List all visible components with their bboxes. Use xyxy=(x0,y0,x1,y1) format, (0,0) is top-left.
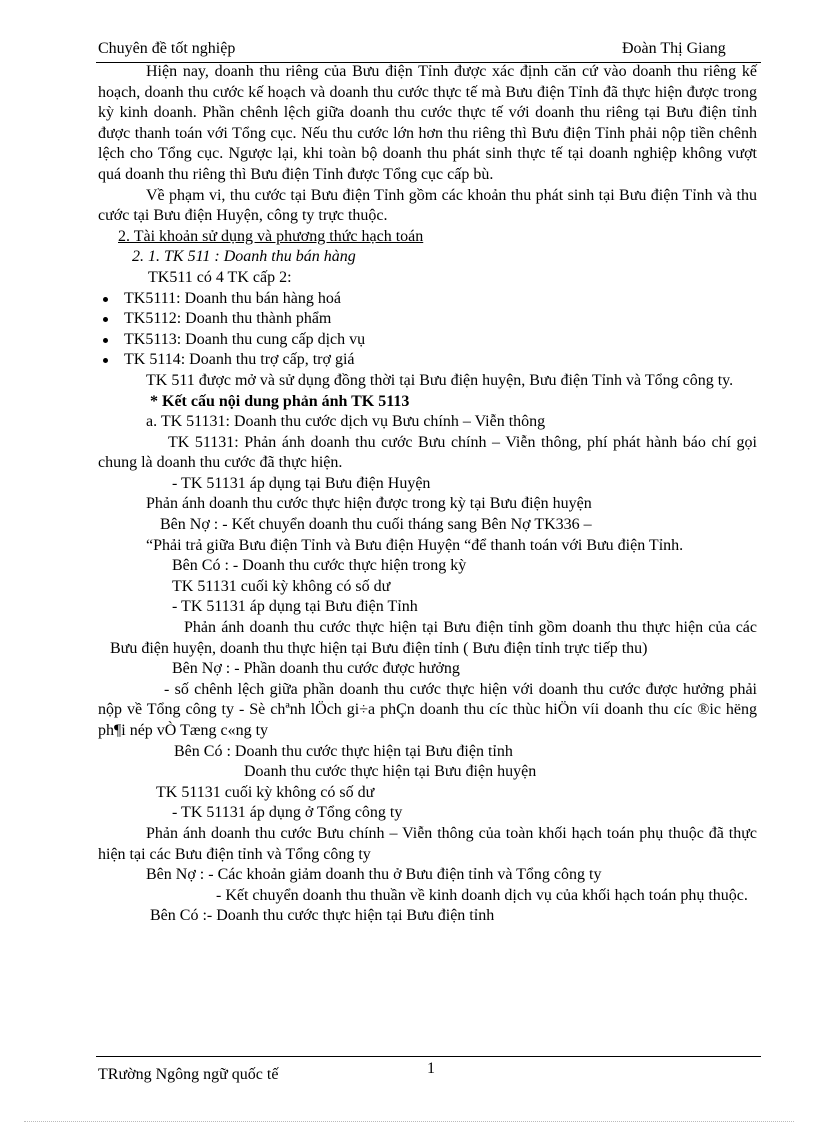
footer-rule xyxy=(96,1056,761,1057)
structure-heading: * Kết cấu nội dung phản ánh TK 5113 xyxy=(150,392,410,410)
bullet-icon xyxy=(103,317,108,322)
reflect-huyen: Phản ánh doanh thu cước thực hiện được trong kỳ tại Bưu điện huyện xyxy=(146,495,592,513)
applies-tinh: - TK 51131 áp dụng tại Bưu điện Tỉnh xyxy=(172,598,418,616)
list-item-text: TK5113: Doanh thu cung cấp dịch vụ xyxy=(124,330,366,348)
debit-side-2: Bên Nợ : - Phần doanh thu cước được hưởng xyxy=(172,660,460,678)
subsection-heading: 2. 1. TK 511 : Doanh thu bán hàng xyxy=(132,248,356,266)
debit-side-3: Bên Nợ : - Các khoản giảm doanh thu ở Bưu điện tỉnh và Tổng công ty xyxy=(146,866,602,884)
paragraph-payable: “Phải trả giữa Bưu điện Tỉnh và Bưu điện Huyện “để thanh toán với Bưu điện Tỉnh. xyxy=(146,536,684,554)
list-item xyxy=(0,350,757,371)
header-right: Đoàn Thị Giang xyxy=(622,40,726,57)
paragraph-scope: Về phạm vi, thu cước tại Bưu điện Tỉnh gồm các khoản thu phát sinh tại Bưu điện Tỉnh và thu cước tại Bưu điện Huyện, công ty trực thuộc. xyxy=(98,186,757,225)
tk511-intro: TK511 có 4 TK cấp 2: xyxy=(148,268,292,286)
bullet-icon xyxy=(103,338,108,343)
list-item-text: TK 5114: Doanh thu trợ cấp, trợ giá xyxy=(124,351,355,369)
list-item xyxy=(0,289,757,310)
credit-side-2-b: Doanh thu cước thực hiện tại Bưu điện huyện xyxy=(244,763,537,781)
credit-side-3: Bên Có :- Doanh thu cước thực hiện tại Bưu điện tỉnh xyxy=(150,907,495,925)
bullet-icon xyxy=(103,297,108,302)
item-a: a. TK 51131: Doanh thu cước dịch vụ Bưu chính – Viễn thông xyxy=(146,413,546,431)
applies-huyen: - TK 51131 áp dụng tại Bưu điện Huyện xyxy=(172,474,431,492)
footer-text: TRường Ngông ngữ quốc tế xyxy=(98,1066,279,1083)
paragraph-transfer: - Kết chuyển doanh thu thuần về kinh doanh dịch vụ của khối hạch toán phụ thuộc. xyxy=(216,886,748,904)
debit-side-1: Bên Nợ : - Kết chuyển doanh thu cuối tháng sang Bên Nợ TK336 – xyxy=(160,516,592,534)
tk511-list xyxy=(0,289,757,371)
header-left: Chuyên đề tốt nghiệp xyxy=(98,40,236,57)
page-number: 1 xyxy=(427,1060,435,1077)
paragraph-reflect-tinh: Phản ánh doanh thu cước thực hiện tại Bưu điện tỉnh gồm doanh thu thực hiện của các Bưu điện huyện, doanh thu thực hiện tại Bưu điện tỉnh ( Bưu điện tỉnh trực tiếp thu) xyxy=(110,619,757,657)
section-heading: 2. Tài khoản sử dụng và phương thức hạch toán xyxy=(118,227,424,245)
list-item xyxy=(0,330,757,351)
list-item-text: TK5111: Doanh thu bán hàng hoá xyxy=(124,289,341,307)
paragraph-reflect-tct: Phản ánh doanh thu cước Bưu chính – Viễn thông của toàn khối hạch toán phụ thuộc đã thực hiện tại các Bưu điện tỉnh và Tổng công ty xyxy=(98,824,757,863)
credit-side-2-a: Bên Có : Doanh thu cước thực hiện tại Bưu điện tỉnh xyxy=(174,742,513,760)
applies-tong-cong-ty: - TK 51131 áp dụng ở Tổng công ty xyxy=(172,804,403,822)
paragraph-difference: - số chênh lệch giữa phần doanh thu cước thực hiện với doanh thu cước được hưởng phải nộp về Tổng công ty - Sè chªnh lÖch gi÷a phÇn doanh thu cíc thùc hiÖn víi doanh thu cíc ®ic hëng ph¶i nép vÒ Tæng c«ng ty xyxy=(98,680,757,739)
page-edge-divider xyxy=(24,1121,794,1122)
paragraph-revenue: Hiện nay, doanh thu riêng của Bưu điện Tỉnh được xác định căn cứ vào doanh thu riêng kế hoạch, doanh thu cước kế hoạch và doanh thu cước thực tế mà Bưu điện Tỉnh đã thực hiện được trong kỳ kinh doanh. Phần chênh lệch giữa doanh thu cước thực tế với doanh thu riêng tại Bưu điện tỉnh được thanh toán với Tổng cục. Nếu thu cước lớn hơn thu riêng thì Bưu điện Tỉnh phải nộp tiền chênh lệch cho Tổng cục. Ngược lại, khi toàn bộ doanh thu phát sinh thực tế tại doanh nghiệp không vượt quá doanh thu riêng thì Bưu điện Tỉnh được Tổng cục cấp bù. xyxy=(98,63,757,183)
bullet-icon xyxy=(103,358,108,363)
paragraph-tk511-usage: TK 511 được mở và sử dụng đồng thời tại Bưu điện huyện, Bưu điện Tỉnh và Tổng công ty. xyxy=(146,371,734,389)
list-item xyxy=(0,309,757,330)
document-body xyxy=(98,62,757,927)
closing-balance-2: TK 51131 cuối kỳ không có số dư xyxy=(156,783,375,801)
credit-side-1: Bên Có : - Doanh thu cước thực hiện trong kỳ xyxy=(172,557,467,575)
list-item-text: TK5112: Doanh thu thành phẩm xyxy=(124,310,332,328)
paragraph-tk51131: TK 51131: Phản ánh doanh thu cước Bưu chính – Viễn thông, phí phát hành báo chí gọi chung là doanh thu cước đã thực hiện. xyxy=(98,433,757,472)
closing-balance-1: TK 51131 cuối kỳ không có số dư xyxy=(172,577,391,595)
